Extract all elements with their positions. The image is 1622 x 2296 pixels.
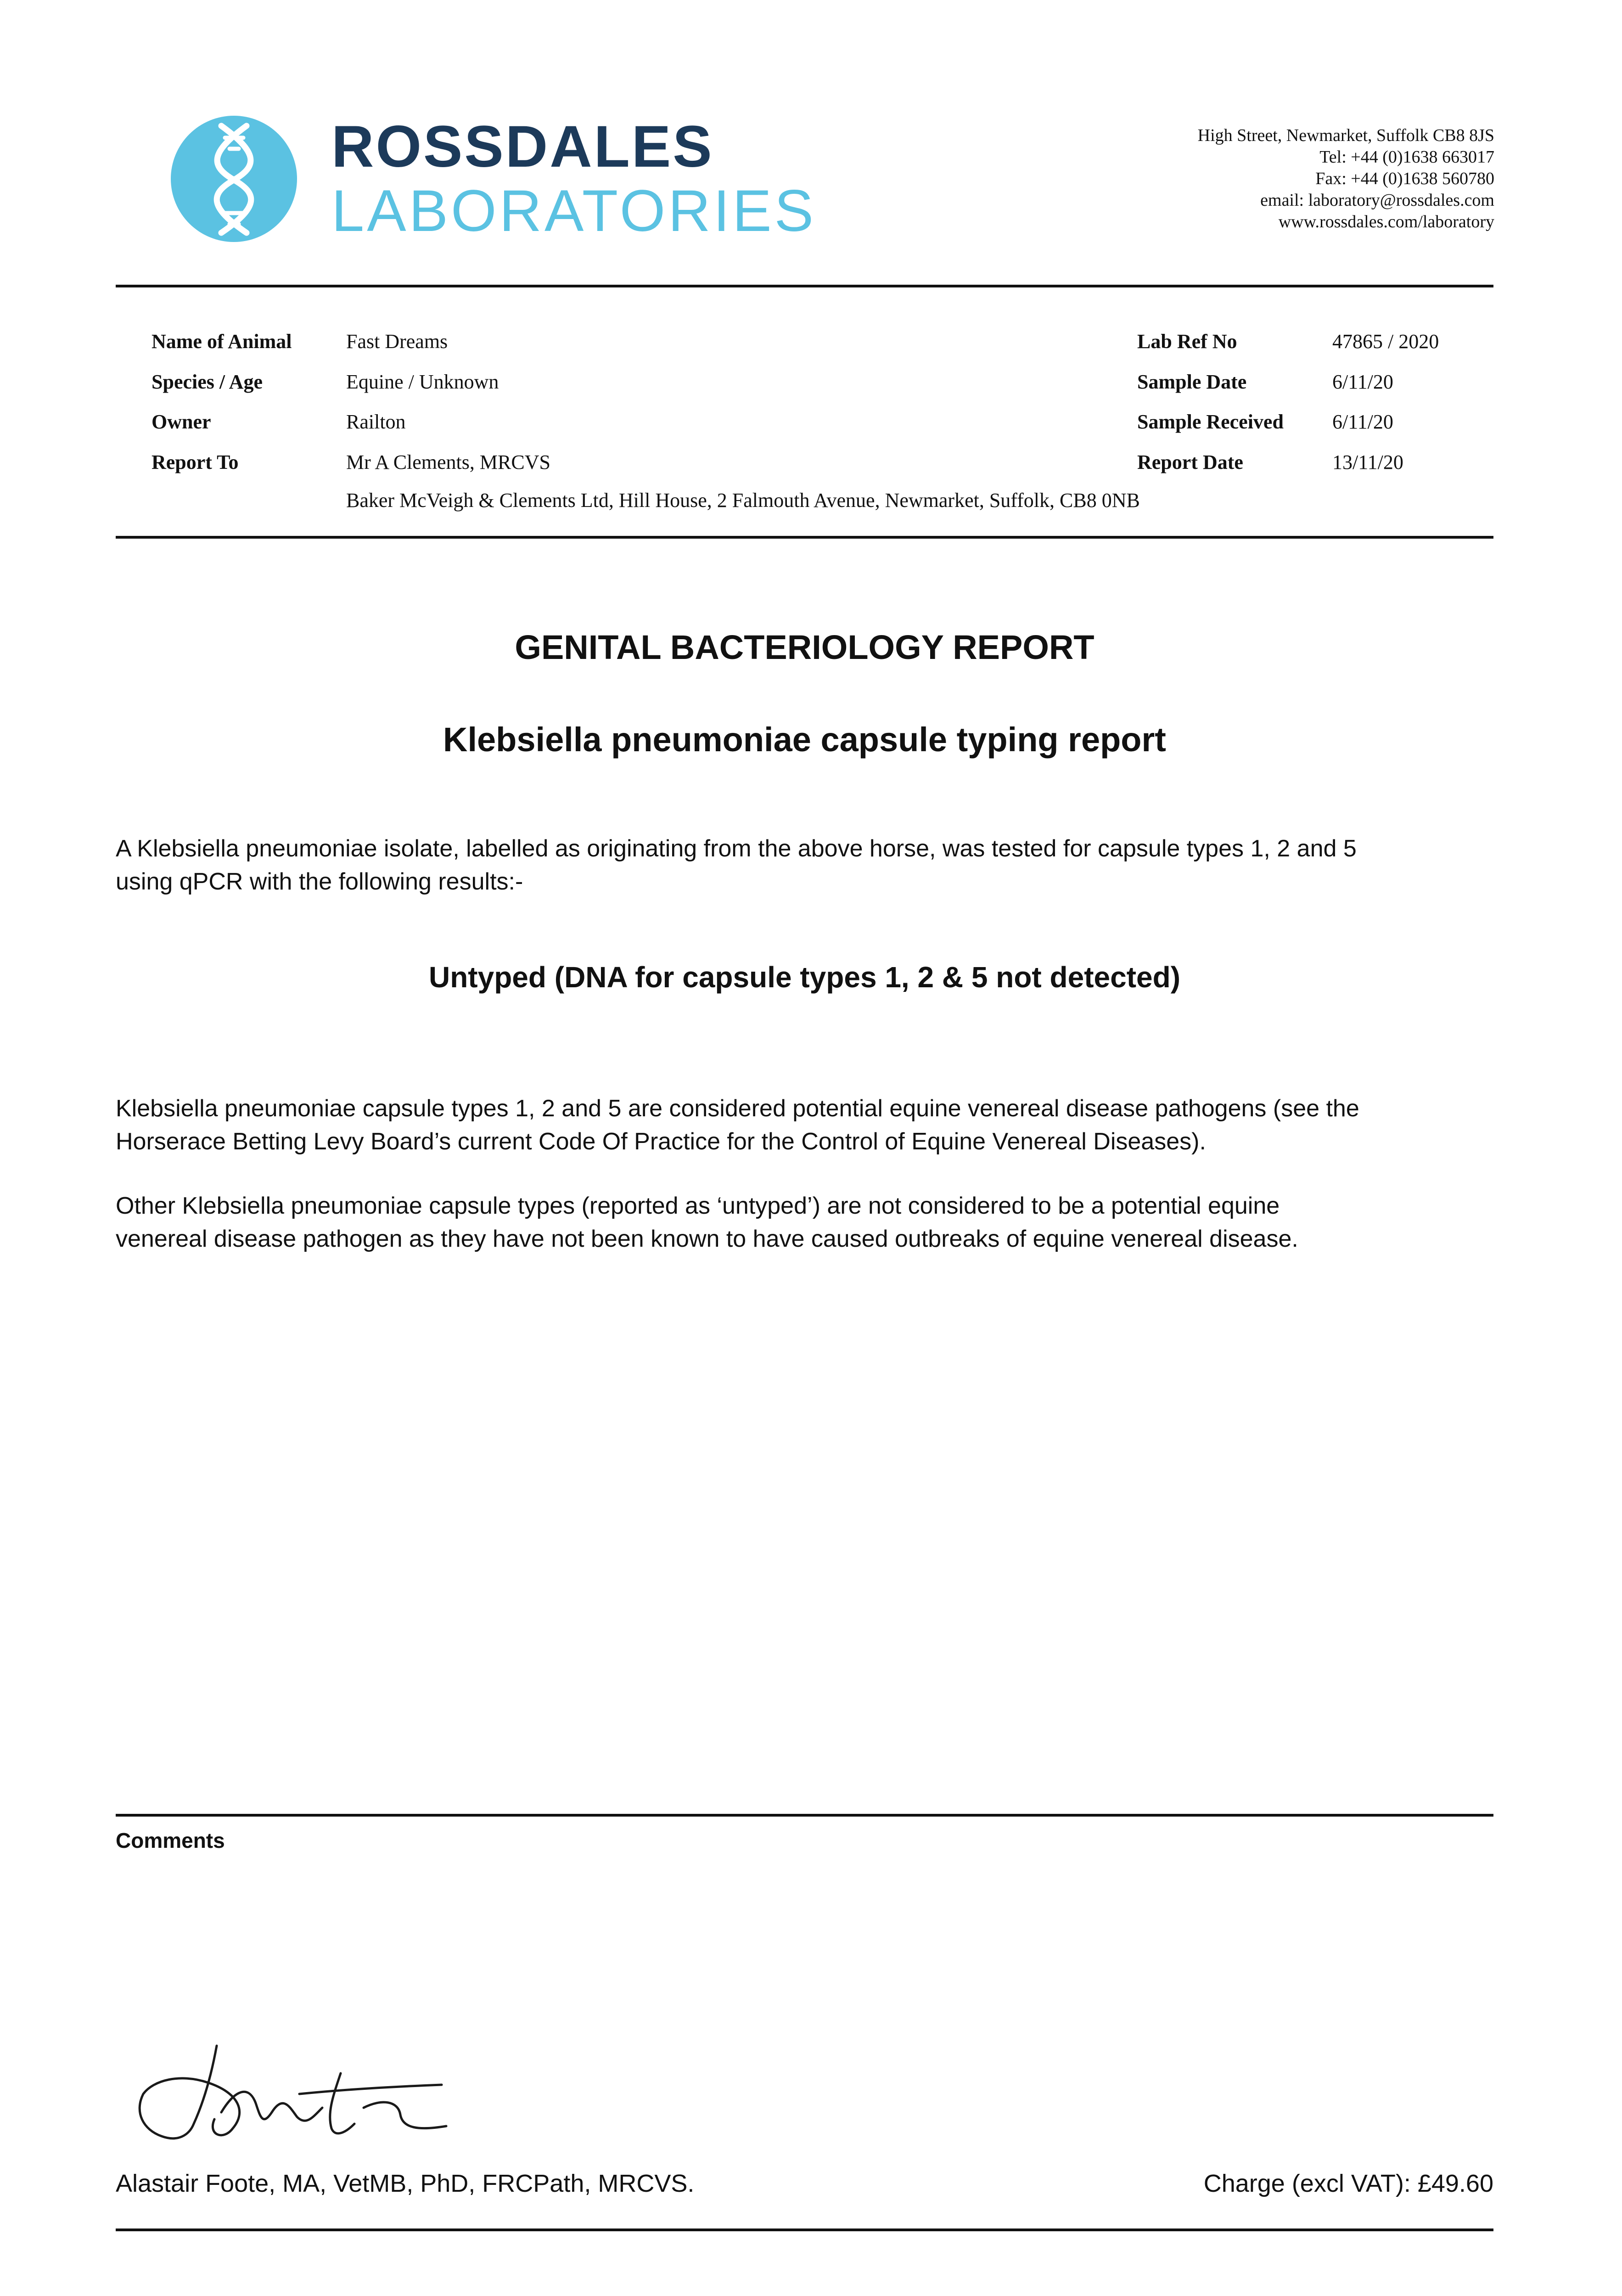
- lab-address-block: [1198, 125, 1494, 233]
- intro-paragraph: [116, 832, 1493, 898]
- species-age-value: Equine / Unknown: [346, 371, 499, 393]
- address-street: High Street, Newmarket, Suffolk CB8 8JS: [1197, 126, 1494, 145]
- report-title: GENITAL BACTERIOLOGY REPORT: [515, 628, 1094, 666]
- brand-name-secondary: LABORATORIES: [331, 178, 816, 244]
- report-to-value: Mr A Clements, MRCVS: [346, 451, 550, 473]
- sample-received-label: Sample Received: [1137, 411, 1284, 433]
- lab-ref-value: 47865 / 2020: [1332, 330, 1439, 353]
- report-date-value: 13/11/20: [1332, 451, 1403, 473]
- name-of-animal-label: Name of Animal: [152, 330, 292, 353]
- signature-image: [125, 2039, 474, 2158]
- paragraph-line: Other Klebsiella pneumoniae capsule types (reported as ‘untyped’) are not considered to be a potential equine: [116, 1193, 1280, 1219]
- test-result: Untyped (DNA for capsule types 1, 2 & 5 not detected): [428, 961, 1181, 994]
- untyped-info-paragraph: [116, 1189, 1493, 1255]
- sample-date-value: 6/11/20: [1332, 371, 1393, 393]
- report-subtitle: Klebsiella pneumoniae capsule typing report: [443, 720, 1166, 759]
- paragraph-line: Horserace Betting Levy Board’s current Code Of Practice for the Control of Equine Venereal Diseases).: [116, 1128, 1206, 1155]
- report-date-label: Report Date: [1137, 451, 1243, 473]
- pathogen-info-paragraph: [116, 1092, 1493, 1158]
- charge-amount: Charge (excl VAT): £49.60: [1203, 2170, 1493, 2197]
- comments-divider: [116, 1814, 1493, 1817]
- paragraph-line: Klebsiella pneumoniae capsule types 1, 2 and 5 are considered potential equine venereal disease pathogens (see the: [116, 1095, 1359, 1122]
- owner-label: Owner: [152, 411, 211, 433]
- address-tel: Tel: +44 (0)1638 663017: [1319, 147, 1494, 167]
- footer-divider: [116, 2228, 1493, 2231]
- name-of-animal-value: Fast Dreams: [346, 330, 448, 353]
- sample-received-value: 6/11/20: [1332, 411, 1393, 433]
- dna-logo-icon: [171, 116, 297, 242]
- intro-line: A Klebsiella pneumoniae isolate, labelled as originating from the above horse, was tested for capsule types 1, 2 and 5: [116, 835, 1357, 862]
- details-divider: [116, 536, 1493, 539]
- header-divider: [116, 285, 1493, 287]
- lab-ref-label: Lab Ref No: [1137, 330, 1237, 353]
- report-to-label: Report To: [152, 451, 239, 473]
- brand-name-primary: ROSSDALES: [331, 114, 714, 180]
- sample-date-label: Sample Date: [1137, 371, 1247, 393]
- comments-label: Comments: [116, 1829, 225, 1852]
- owner-value: Railton: [346, 411, 406, 433]
- address-email: email: laboratory@rossdales.com: [1260, 191, 1494, 210]
- signatory-name: Alastair Foote, MA, VetMB, PhD, FRCPath, MRCVS.: [116, 2170, 695, 2197]
- report-to-address: Baker McVeigh & Clements Ltd, Hill House, 2 Falmouth Avenue, Newmarket, Suffolk, CB8 0NB: [346, 489, 1140, 512]
- address-website: www.rossdales.com/laboratory: [1278, 212, 1494, 231]
- paragraph-line: venereal disease pathogen as they have not been known to have caused outbreaks of equine venereal disease.: [116, 1226, 1298, 1252]
- intro-line: using qPCR with the following results:-: [116, 868, 523, 895]
- species-age-label: Species / Age: [152, 371, 263, 393]
- address-fax: Fax: +44 (0)1638 560780: [1315, 169, 1494, 188]
